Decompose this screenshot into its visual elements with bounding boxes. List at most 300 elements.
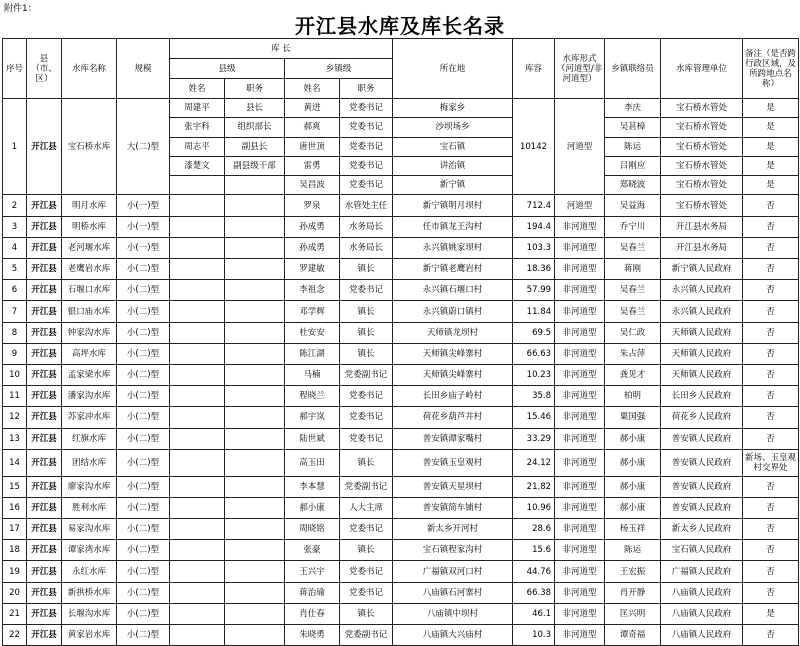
location-cell: 广福镇双河口村 <box>393 561 513 582</box>
mgmt-cell: 宝石桥水管处 <box>661 176 743 195</box>
county-chief-name <box>170 561 225 582</box>
remark-cell: 是 <box>743 99 799 118</box>
form-cell: 非河道型 <box>555 519 605 540</box>
remark-cell: 否 <box>743 476 799 497</box>
county-cell: 开江县 <box>27 343 62 364</box>
location-cell: 新宁镇明月坝村 <box>393 195 513 216</box>
seq-cell: 22 <box>3 625 27 646</box>
remark-cell: 否 <box>743 259 799 280</box>
county-chief-duty: 副县长 <box>225 137 285 156</box>
mgmt-cell: 宝石桥水管处 <box>661 156 743 175</box>
liaison-cell: 乔宁川 <box>605 216 661 237</box>
capacity-cell: 18.36 <box>513 259 555 280</box>
remark-cell: 否 <box>743 237 799 258</box>
capacity-cell: 21.82 <box>513 476 555 497</box>
location-cell: 普安镇简车铺村 <box>393 497 513 518</box>
reservoir-name-cell: 老河堰水库 <box>62 237 117 258</box>
township-chief-duty: 党委书记 <box>340 407 393 428</box>
form-cell: 非河道型 <box>555 497 605 518</box>
scale-cell: 大(二)型 <box>117 99 170 195</box>
seq-cell: 11 <box>3 386 27 407</box>
liaison-cell: 谭奇福 <box>605 625 661 646</box>
county-cell: 开江县 <box>27 582 62 603</box>
liaison-cell: 郑晓波 <box>605 176 661 195</box>
scale-cell: 小(二)型 <box>117 301 170 322</box>
liaison-cell: 郝小康 <box>605 449 661 476</box>
county-chief-name <box>170 301 225 322</box>
county-chief-duty <box>225 625 285 646</box>
table-row <box>3 476 799 497</box>
township-chief-duty: 党委书记 <box>340 519 393 540</box>
reservoir-name-cell: 潘家沟水库 <box>62 386 117 407</box>
header-reservoir-name: 水库名称 <box>62 39 117 99</box>
header-remark: 备注（是否跨行政区域，及所跨地点名称） <box>743 39 799 99</box>
form-cell: 非河道型 <box>555 540 605 561</box>
mgmt-cell: 普安镇人民政府 <box>661 497 743 518</box>
township-chief-name: 黄进 <box>285 99 340 118</box>
township-chief-duty: 党委书记 <box>340 156 393 175</box>
location-cell: 八庙镇中坝村 <box>393 603 513 624</box>
liaison-cell: 吴仁政 <box>605 322 661 343</box>
liaison-cell: 吴春兰 <box>605 301 661 322</box>
table-row <box>3 540 799 561</box>
header-seq: 序号 <box>3 39 27 99</box>
seq-cell: 20 <box>3 582 27 603</box>
table-row <box>3 582 799 603</box>
county-cell: 开江县 <box>27 603 62 624</box>
county-chief-name: 张宇科 <box>170 118 225 137</box>
county-chief-duty <box>225 561 285 582</box>
county-chief-name <box>170 540 225 561</box>
page-title: 开江县水库及库长名录 <box>295 14 505 38</box>
scale-cell: 小(二)型 <box>117 386 170 407</box>
county-cell: 开江县 <box>27 540 62 561</box>
township-chief-name: 李本慧 <box>285 476 340 497</box>
township-chief-name: 唐世顶 <box>285 137 340 156</box>
form-cell: 非河道型 <box>555 364 605 385</box>
reservoir-name-cell: 长堰沟水库 <box>62 603 117 624</box>
form-cell: 非河道型 <box>555 476 605 497</box>
seq-cell: 9 <box>3 343 27 364</box>
table-row <box>3 386 799 407</box>
liaison-cell: 陈运 <box>605 137 661 156</box>
location-cell: 新宁镇老鹰岩村 <box>393 259 513 280</box>
scale-cell: 小(二)型 <box>117 561 170 582</box>
form-cell: 非河道型 <box>555 301 605 322</box>
location-cell: 八庙镇大兴庙村 <box>393 625 513 646</box>
form-cell: 非河道型 <box>555 582 605 603</box>
reservoir-name-cell: 银口庙水库 <box>62 301 117 322</box>
header-township-level: 乡镇级 <box>285 59 393 79</box>
township-chief-name: 雷勇 <box>285 156 340 175</box>
capacity-cell: 69.5 <box>513 322 555 343</box>
table-row <box>3 625 799 646</box>
reservoir-name-cell: 钟家沟水库 <box>62 322 117 343</box>
reservoir-name-cell: 新拱桥水库 <box>62 582 117 603</box>
header-county-level: 县级 <box>170 59 285 79</box>
liaison-cell: 郝小康 <box>605 476 661 497</box>
table-row <box>3 561 799 582</box>
county-chief-duty <box>225 407 285 428</box>
scale-cell: 小(二)型 <box>117 519 170 540</box>
liaison-cell: 王宏振 <box>605 561 661 582</box>
table-row <box>3 322 799 343</box>
mgmt-cell: 宝石桥水管处 <box>661 137 743 156</box>
remark-cell: 否 <box>743 216 799 237</box>
county-chief-duty: 组织部长 <box>225 118 285 137</box>
county-chief-name <box>170 322 225 343</box>
remark-cell: 否 <box>743 540 799 561</box>
liaison-cell: 龚见才 <box>605 364 661 385</box>
township-chief-duty: 党委书记 <box>340 118 393 137</box>
township-chief-name: 陈江湖 <box>285 343 340 364</box>
scale-cell: 小(二)型 <box>117 364 170 385</box>
county-chief-duty: 县长 <box>225 99 285 118</box>
county-chief-duty <box>225 216 285 237</box>
remark-cell: 是 <box>743 156 799 175</box>
location-cell: 任市镇龙王沟村 <box>393 216 513 237</box>
county-chief-duty <box>225 582 285 603</box>
location-cell: 新宁镇 <box>393 176 513 195</box>
table-row <box>3 343 799 364</box>
remark-cell: 否 <box>743 497 799 518</box>
reservoir-name-cell: 石堰口水库 <box>62 280 117 301</box>
remark-cell: 是 <box>743 603 799 624</box>
table-row <box>3 519 799 540</box>
location-cell: 天师镇尖峰寨村 <box>393 343 513 364</box>
capacity-cell: 44.76 <box>513 561 555 582</box>
county-cell: 开江县 <box>27 216 62 237</box>
table-row <box>3 364 799 385</box>
county-chief-name <box>170 519 225 540</box>
reservoir-name-cell: 宝石桥水库 <box>62 99 117 195</box>
seq-cell: 2 <box>3 195 27 216</box>
seq-cell: 16 <box>3 497 27 518</box>
liaison-cell: 陈运 <box>605 540 661 561</box>
liaison-cell: 吴甚樟 <box>605 118 661 137</box>
location-cell: 天师镇尖峰寨村 <box>393 364 513 385</box>
liaison-cell: 杨玉祥 <box>605 519 661 540</box>
township-chief-duty: 镇长 <box>340 603 393 624</box>
liaison-cell: 李庆 <box>605 99 661 118</box>
county-chief-name <box>170 449 225 476</box>
county-cell: 开江县 <box>27 195 62 216</box>
liaison-cell: 蒋刚 <box>605 259 661 280</box>
reservoir-name-cell: 易家沟水库 <box>62 519 117 540</box>
liaison-cell: 吴益海 <box>605 195 661 216</box>
seq-cell: 5 <box>3 259 27 280</box>
header-township-name: 姓名 <box>285 79 340 99</box>
township-chief-name: 程晓兰 <box>285 386 340 407</box>
township-chief-duty: 党委书记 <box>340 99 393 118</box>
mgmt-cell: 天师镇人民政府 <box>661 343 743 364</box>
county-chief-name <box>170 259 225 280</box>
county-chief-name <box>170 428 225 449</box>
reservoir-name-cell: 胜利水库 <box>62 497 117 518</box>
seq-cell: 15 <box>3 476 27 497</box>
table-row <box>3 428 799 449</box>
mgmt-cell: 八庙镇人民政府 <box>661 625 743 646</box>
mgmt-cell: 宝石桥水管处 <box>661 195 743 216</box>
capacity-cell: 66.63 <box>513 343 555 364</box>
form-cell: 非河道型 <box>555 407 605 428</box>
capacity-cell: 10142 <box>513 99 555 195</box>
township-chief-duty: 镇长 <box>340 540 393 561</box>
mgmt-cell: 普安镇人民政府 <box>661 476 743 497</box>
liaison-cell: 吕刚应 <box>605 156 661 175</box>
scale-cell: 小(二)型 <box>117 322 170 343</box>
county-cell: 开江县 <box>27 519 62 540</box>
county-cell: 开江县 <box>27 280 62 301</box>
township-chief-duty: 水务局长 <box>340 216 393 237</box>
form-cell: 非河道型 <box>555 216 605 237</box>
capacity-cell: 28.6 <box>513 519 555 540</box>
seq-cell: 8 <box>3 322 27 343</box>
township-chief-duty: 水务局长 <box>340 237 393 258</box>
mgmt-cell: 天师镇人民政府 <box>661 322 743 343</box>
capacity-cell: 10.23 <box>513 364 555 385</box>
liaison-cell: 郝小康 <box>605 428 661 449</box>
capacity-cell: 10.96 <box>513 497 555 518</box>
reservoir-name-cell: 明桥水库 <box>62 216 117 237</box>
scale-cell: 小(一)型 <box>117 237 170 258</box>
county-cell: 开江县 <box>27 259 62 280</box>
county-chief-duty <box>225 386 285 407</box>
location-cell: 永兴镇蔚口镇村 <box>393 301 513 322</box>
mgmt-cell: 宝石桥水管处 <box>661 118 743 137</box>
location-cell: 梅家乡 <box>393 99 513 118</box>
county-chief-duty <box>225 476 285 497</box>
township-chief-duty: 镇长 <box>340 259 393 280</box>
capacity-cell: 15.6 <box>513 540 555 561</box>
township-chief-name: 杜安安 <box>285 322 340 343</box>
mgmt-cell: 八庙镇人民政府 <box>661 582 743 603</box>
reservoir-name-cell: 廖家沟水库 <box>62 476 117 497</box>
mgmt-cell: 荷花乡人民政府 <box>661 407 743 428</box>
liaison-cell: 匡兴明 <box>605 603 661 624</box>
reservoir-name-cell: 黄家岩水库 <box>62 625 117 646</box>
county-cell: 开江县 <box>27 561 62 582</box>
mgmt-cell: 新太乡人民政府 <box>661 519 743 540</box>
seq-cell: 1 <box>3 99 27 195</box>
liaison-cell: 柏明 <box>605 386 661 407</box>
form-cell: 非河道型 <box>555 237 605 258</box>
reservoir-name-cell: 高坪水库 <box>62 343 117 364</box>
header-township-duty: 职务 <box>340 79 393 99</box>
reservoir-name-cell: 老鹰岩水库 <box>62 259 117 280</box>
county-cell: 开江县 <box>27 386 62 407</box>
county-chief-duty <box>225 259 285 280</box>
scale-cell: 小(二)型 <box>117 280 170 301</box>
scale-cell: 小(二)型 <box>117 497 170 518</box>
mgmt-cell: 开江县水务局 <box>661 237 743 258</box>
location-cell: 天师镇龙坝村 <box>393 322 513 343</box>
county-chief-name <box>170 625 225 646</box>
county-cell: 开江县 <box>27 237 62 258</box>
scale-cell: 小(二)型 <box>117 625 170 646</box>
township-chief-name: 李祖念 <box>285 280 340 301</box>
header-county-name: 姓名 <box>170 79 225 99</box>
form-cell: 非河道型 <box>555 280 605 301</box>
header-form: 水库形式（河道型/非河道型） <box>555 39 605 99</box>
capacity-cell: 103.3 <box>513 237 555 258</box>
remark-cell: 否 <box>743 625 799 646</box>
county-chief-name <box>170 407 225 428</box>
liaison-cell: 吴春兰 <box>605 237 661 258</box>
location-cell: 永兴镇姚家坝村 <box>393 237 513 258</box>
liaison-cell: 朱占萍 <box>605 343 661 364</box>
township-chief-duty: 镇长 <box>340 343 393 364</box>
table-row <box>3 497 799 518</box>
mgmt-cell: 开江县水务局 <box>661 216 743 237</box>
capacity-cell: 35.8 <box>513 386 555 407</box>
township-chief-name: 蒋治瑜 <box>285 582 340 603</box>
remark-cell: 否 <box>743 343 799 364</box>
form-cell: 河道型 <box>555 195 605 216</box>
header-capacity: 库容 <box>513 39 555 99</box>
location-cell: 普安镇天星坝村 <box>393 476 513 497</box>
scale-cell: 小(二)型 <box>117 259 170 280</box>
county-cell: 开江县 <box>27 407 62 428</box>
remark-cell: 是 <box>743 118 799 137</box>
attachment-label: 附件1： <box>4 4 37 14</box>
mgmt-cell: 八庙镇人民政府 <box>661 603 743 624</box>
township-chief-duty: 党委书记 <box>340 561 393 582</box>
township-chief-name: 马楠 <box>285 364 340 385</box>
table-row <box>3 237 799 258</box>
remark-cell: 是 <box>743 137 799 156</box>
capacity-cell: 33.29 <box>513 428 555 449</box>
township-chief-duty: 党委副书记 <box>340 364 393 385</box>
township-chief-duty: 镇长 <box>340 449 393 476</box>
county-cell: 开江县 <box>27 322 62 343</box>
form-cell: 非河道型 <box>555 343 605 364</box>
scale-cell: 小(二)型 <box>117 449 170 476</box>
township-chief-name: 吴昌波 <box>285 176 340 195</box>
township-chief-duty: 党委副书记 <box>340 476 393 497</box>
table-row <box>3 449 799 476</box>
county-chief-name <box>170 386 225 407</box>
location-cell: 讲治镇 <box>393 156 513 175</box>
mgmt-cell: 长田乡人民政府 <box>661 386 743 407</box>
seq-cell: 18 <box>3 540 27 561</box>
seq-cell: 7 <box>3 301 27 322</box>
location-cell: 新太乡开河村 <box>393 519 513 540</box>
reservoir-name-cell: 苏家冲水库 <box>62 407 117 428</box>
location-cell: 普安镇谭家嘴村 <box>393 428 513 449</box>
scale-cell: 小(一)型 <box>117 216 170 237</box>
location-cell: 长田乡庙子岭村 <box>393 386 513 407</box>
mgmt-cell: 宝石镇人民政府 <box>661 540 743 561</box>
location-cell: 八庙镇石河寨村 <box>393 582 513 603</box>
county-chief-duty <box>225 343 285 364</box>
mgmt-cell: 宝石桥水管处 <box>661 99 743 118</box>
county-cell: 开江县 <box>27 428 62 449</box>
county-chief-duty <box>225 449 285 476</box>
seq-cell: 21 <box>3 603 27 624</box>
scale-cell: 小(二)型 <box>117 343 170 364</box>
county-chief-duty <box>225 428 285 449</box>
remark-cell: 否 <box>743 519 799 540</box>
table-row <box>3 280 799 301</box>
seq-cell: 6 <box>3 280 27 301</box>
county-cell: 开江县 <box>27 476 62 497</box>
mgmt-cell: 普安镇人民政府 <box>661 428 743 449</box>
remark-cell: 否 <box>743 561 799 582</box>
county-chief-name <box>170 176 225 195</box>
county-chief-duty <box>225 176 285 195</box>
table-row <box>3 407 799 428</box>
county-chief-name <box>170 497 225 518</box>
seq-cell: 10 <box>3 364 27 385</box>
scale-cell: 小(二)型 <box>117 476 170 497</box>
county-chief-duty <box>225 301 285 322</box>
scale-cell: 小(二)型 <box>117 428 170 449</box>
remark-cell: 否 <box>743 195 799 216</box>
mgmt-cell: 天师镇人民政府 <box>661 364 743 385</box>
county-chief-duty <box>225 322 285 343</box>
county-chief-name <box>170 216 225 237</box>
seq-cell: 4 <box>3 237 27 258</box>
mgmt-cell: 永兴镇人民政府 <box>661 280 743 301</box>
county-cell: 开江县 <box>27 497 62 518</box>
remark-cell: 否 <box>743 280 799 301</box>
reservoir-name-cell: 明月水库 <box>62 195 117 216</box>
liaison-cell: 吴春兰 <box>605 280 661 301</box>
county-chief-name: 周建平 <box>170 99 225 118</box>
capacity-cell: 15.46 <box>513 407 555 428</box>
seq-cell: 19 <box>3 561 27 582</box>
remark-cell: 否 <box>743 407 799 428</box>
form-cell: 非河道型 <box>555 322 605 343</box>
table-row <box>3 301 799 322</box>
form-cell: 河道型 <box>555 99 605 195</box>
remark-cell: 否 <box>743 428 799 449</box>
location-cell: 沙坝场乡 <box>393 118 513 137</box>
reservoir-name-cell: 永红水库 <box>62 561 117 582</box>
township-chief-duty: 水管处主任 <box>340 195 393 216</box>
remark-cell: 否 <box>743 582 799 603</box>
township-chief-name: 高玉田 <box>285 449 340 476</box>
capacity-cell: 194.4 <box>513 216 555 237</box>
township-chief-duty: 党委书记 <box>340 386 393 407</box>
county-chief-duty <box>225 364 285 385</box>
remark-cell: 否 <box>743 386 799 407</box>
table-row <box>3 259 799 280</box>
location-cell: 荷花乡葫芦井村 <box>393 407 513 428</box>
reservoir-name-cell: 团结水库 <box>62 449 117 476</box>
capacity-cell: 11.84 <box>513 301 555 322</box>
seq-cell: 3 <box>3 216 27 237</box>
location-cell: 永兴镇石堰口村 <box>393 280 513 301</box>
county-chief-name <box>170 280 225 301</box>
form-cell: 非河道型 <box>555 603 605 624</box>
remark-cell: 新场、玉皇观村交界处 <box>743 449 799 476</box>
liaison-cell: 肖开静 <box>605 582 661 603</box>
capacity-cell: 66.38 <box>513 582 555 603</box>
county-chief-duty: 副县级干部 <box>225 156 285 175</box>
township-chief-duty: 党委书记 <box>340 137 393 156</box>
header-county-duty: 职务 <box>225 79 285 99</box>
table-row <box>3 603 799 624</box>
township-chief-duty: 党委副书记 <box>340 625 393 646</box>
township-chief-duty: 镇长 <box>340 301 393 322</box>
county-chief-name: 漆楚文 <box>170 156 225 175</box>
township-chief-duty: 人大主席 <box>340 497 393 518</box>
township-chief-name: 肖仕春 <box>285 603 340 624</box>
township-chief-duty: 党委书记 <box>340 280 393 301</box>
township-chief-duty: 镇长 <box>340 322 393 343</box>
